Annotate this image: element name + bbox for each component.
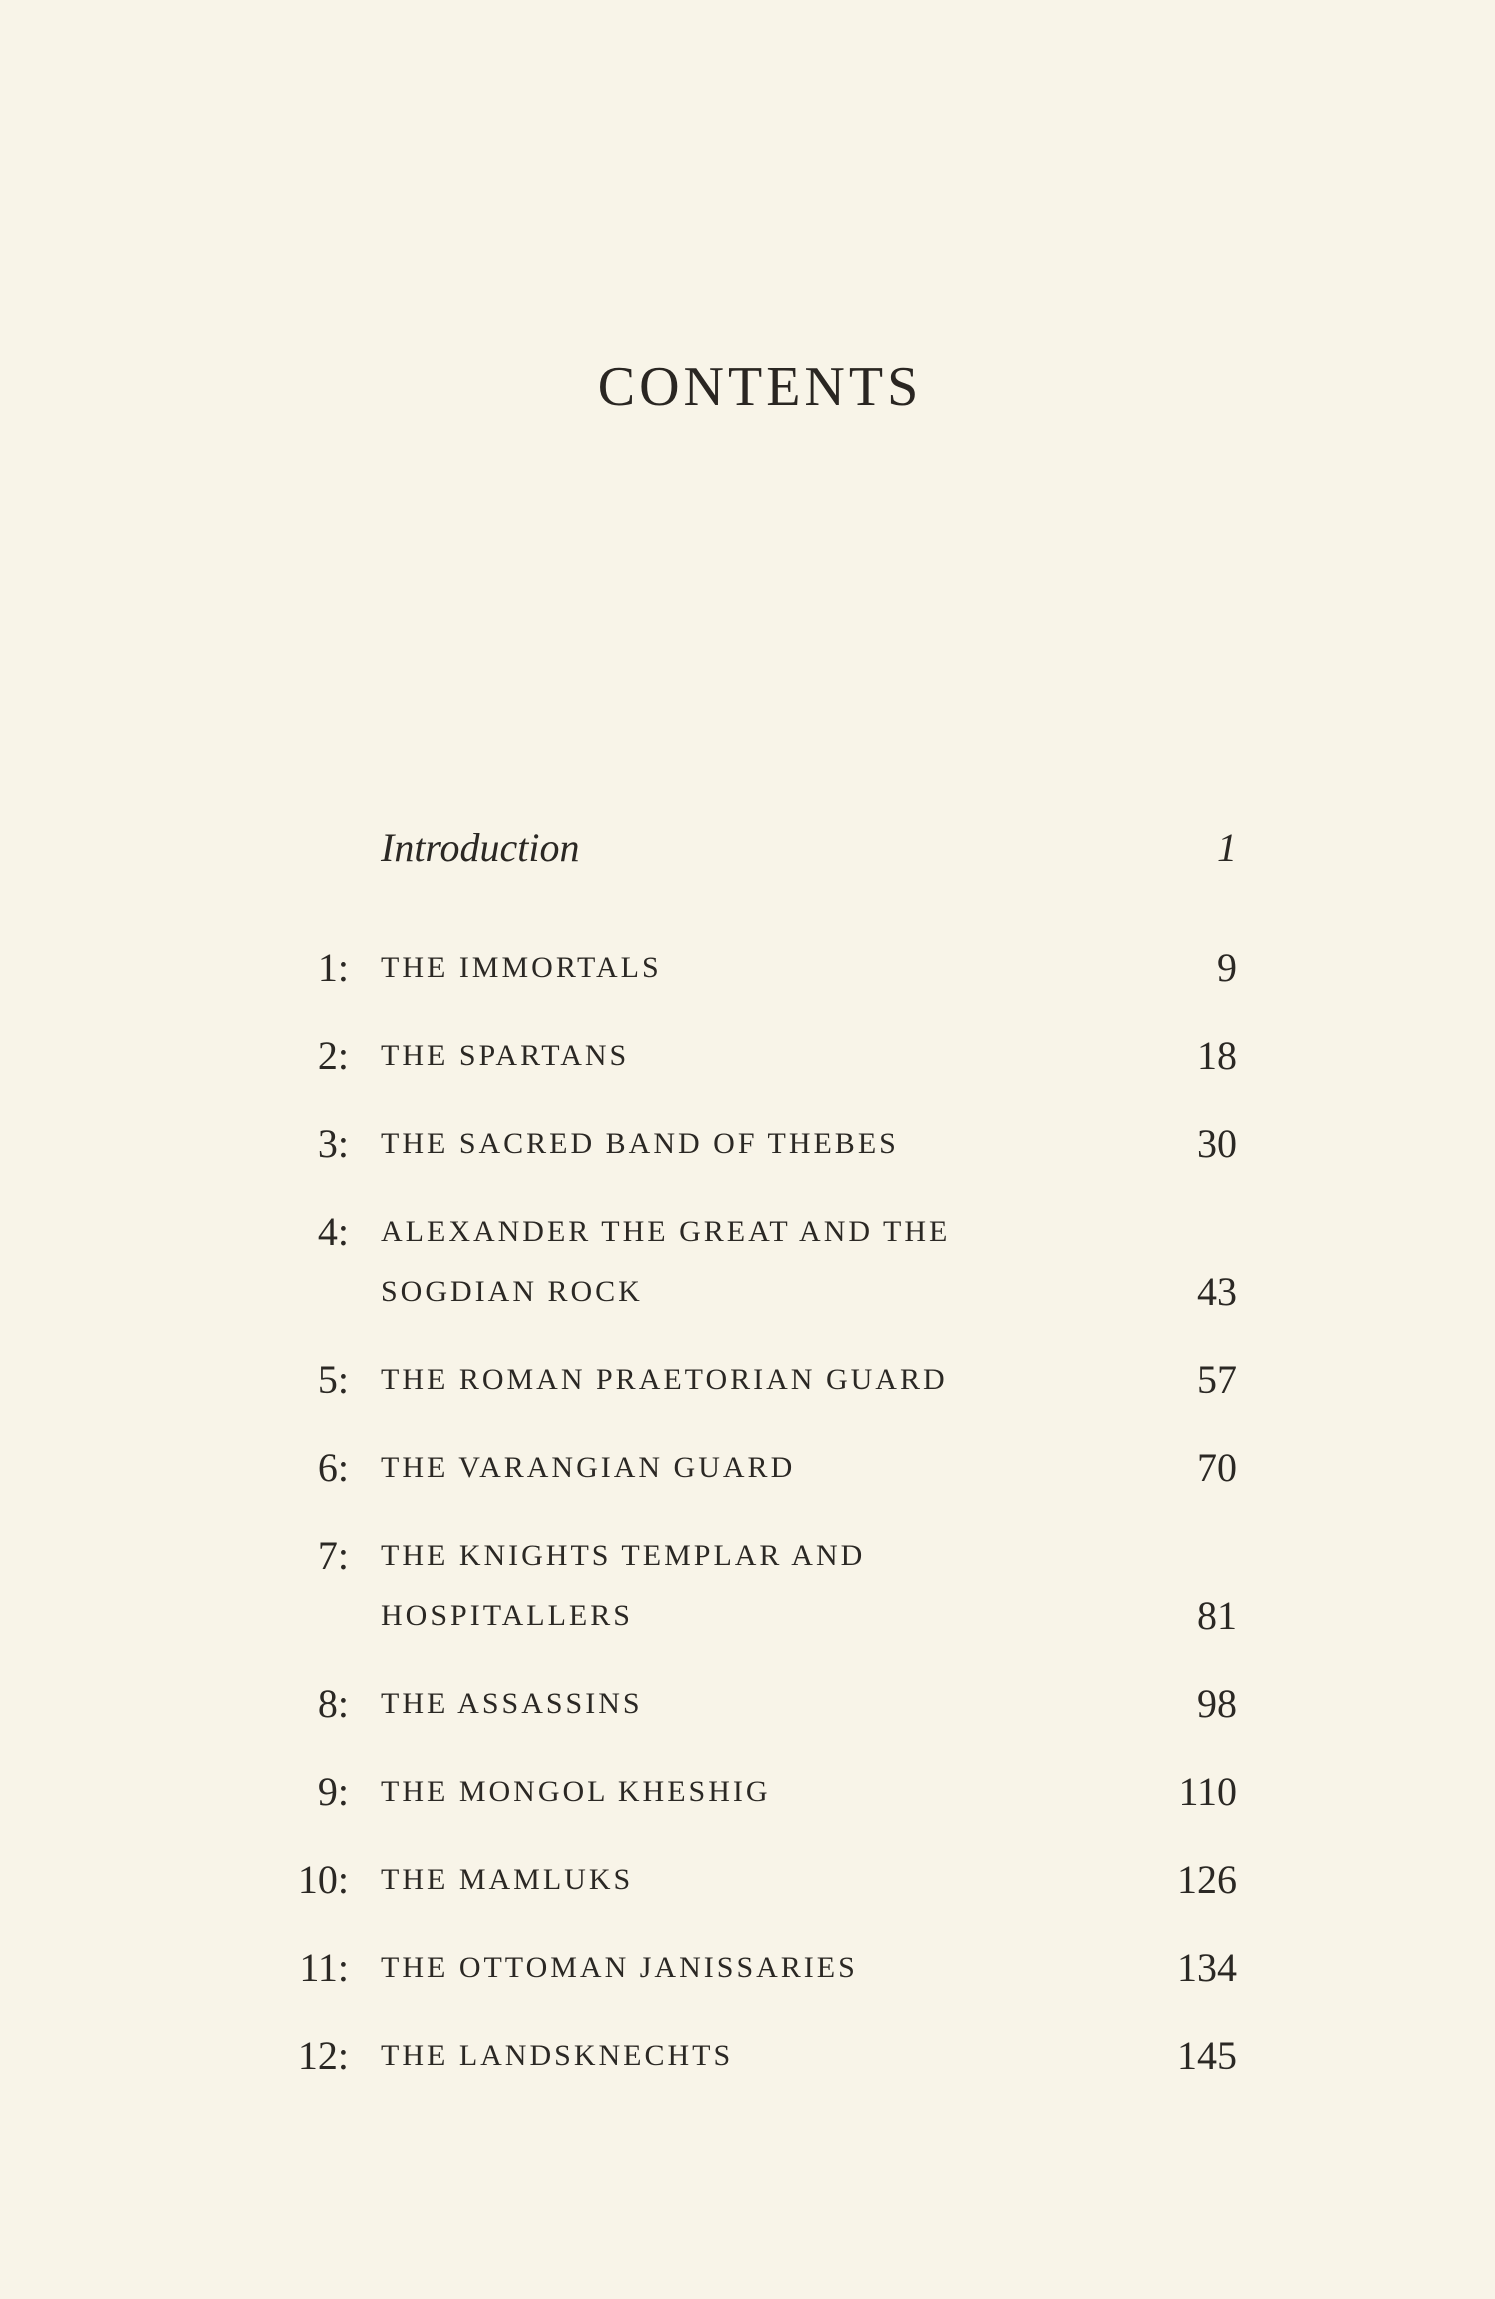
toc-entry-title: THE OTTOMAN JANISSARIES [381, 1951, 858, 1984]
toc-entry-title-line-2: SOGDIAN ROCK [381, 1275, 643, 1308]
toc-entry-title: THE LANDSKNECHTS [381, 2039, 734, 2072]
toc-entry-page: 110 [1178, 1769, 1237, 1814]
toc-entry-number: 12: [297, 2033, 349, 2078]
toc-entry-title: THE VARANGIAN GUARD [381, 1451, 796, 1484]
toc-entry-number: 5: [317, 1357, 349, 1402]
toc-entry-title-line-1: ALEXANDER THE GREAT AND THE [381, 1215, 951, 1248]
toc-entry-page: 43 [1197, 1269, 1237, 1314]
toc-entry-number: 9: [317, 1769, 349, 1814]
toc-entry-page: 18 [1197, 1033, 1237, 1078]
toc-entry-number: 6: [317, 1445, 349, 1490]
toc-entry-page: 30 [1197, 1121, 1237, 1166]
toc-entry-title: THE MAMLUKS [381, 1863, 634, 1896]
toc-entry-title: THE SACRED BAND OF THEBES [381, 1127, 899, 1160]
toc-entry-title: THE SPARTANS [381, 1039, 630, 1072]
toc-entry-page: 1 [1217, 825, 1237, 870]
toc-entry-number: 3: [317, 1121, 349, 1166]
toc-entry-number: 2: [317, 1033, 349, 1078]
toc-entry-number: 7: [317, 1533, 349, 1578]
toc-entry-page: 126 [1177, 1857, 1237, 1902]
toc-entry-title: THE ROMAN PRAETORIAN GUARD [381, 1363, 948, 1396]
toc-entry-title-line-2: HOSPITALLERS [381, 1599, 633, 1632]
toc-entry-page: 9 [1217, 945, 1237, 990]
toc-entry-title: THE MONGOL KHESHIG [381, 1775, 771, 1808]
toc-entry-number: 8: [317, 1681, 349, 1726]
toc-entry-number: 1: [317, 945, 349, 990]
toc-entry-page: 81 [1197, 1593, 1237, 1638]
toc-entry-number: 11: [299, 1945, 349, 1990]
toc-entry-title: THE IMMORTALS [381, 951, 662, 984]
toc-entry-page: 57 [1197, 1357, 1237, 1402]
toc-entry-title: THE ASSASSINS [381, 1687, 643, 1720]
toc-entry-title-line-1: THE KNIGHTS TEMPLAR AND [381, 1539, 866, 1572]
toc-entry-page: 98 [1197, 1681, 1237, 1726]
toc-entry-page: 134 [1177, 1945, 1237, 1990]
toc-entry-title: Introduction [381, 825, 580, 870]
toc-entry-number: 10: [297, 1857, 349, 1902]
toc-entry-page: 70 [1197, 1445, 1237, 1490]
toc-entry-page: 145 [1177, 2033, 1237, 2078]
page-title: CONTENTS [597, 356, 923, 418]
toc-entry-number: 4: [317, 1209, 349, 1254]
